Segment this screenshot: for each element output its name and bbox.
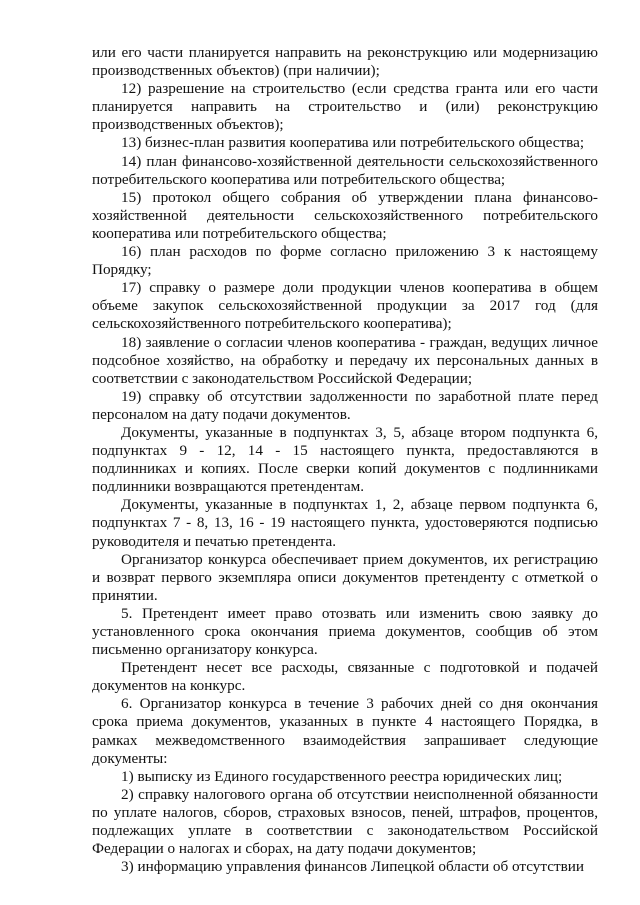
document-paragraph: 18) заявление о согласии членов кооператива - граждан, ведущих личное подсобное хозяйство, на обработку и передачу их персональных данных в соответствии с законодательством Российской Федерации; (92, 333, 598, 387)
document-paragraph: 14) план финансово-хозяйственной деятельности сельскохозяйственного потребительского кооператива или потребительского общества; (92, 152, 598, 188)
document-paragraph: или его части планируется направить на реконструкцию или модернизацию производственных объектов) (при наличии); (92, 44, 598, 80)
document-paragraph: Документы, указанные в подпунктах 3, 5, абзаце втором подпункта 6, подпунктах 9 - 12, 14 - 15 настоящего пункта, предоставляются в подлинниках и копиях. После сверки копий документов с подлинниками подлинники возвращаются претендентам. (92, 423, 598, 496)
document-paragraph: 1) выписку из Единого государственного реестра юридических лиц; (121, 767, 563, 785)
document-paragraph: 2) справку налогового органа об отсутствии неисполненной обязанности по уплате налогов, сборов, страховых взносов, пеней, штрафов, процентов, подлежащих уплате в соответствии с законодательством Российской Федерации о налогах и сборах, на дату подачи документов; (92, 785, 598, 858)
document-paragraph: 16) план расходов по форме согласно приложению 3 к настоящему Порядку; (92, 243, 598, 279)
document-paragraph: Документы, указанные в подпунктах 1, 2, абзаце первом подпункта 6, подпунктах 7 - 8, 13, 16 - 19 настоящего пункта, удостоверяются подписью руководителя и печатью претендента. (92, 496, 598, 550)
document-paragraph: 13) бизнес-план развития кооператива или потребительского общества; (121, 134, 585, 152)
document-paragraph: 6. Организатор конкурса в течение 3 рабочих дней со дня окончания срока приема документов, указанных в пункте 4 настоящего Порядка, в рамках межведомственного взаимодействия запрашивает следующие документы: (92, 695, 598, 767)
document-paragraph: 15) протокол общего собрания об утверждении плана финансово-хозяйственной деятельности сельскохозяйственного потребительского кооператива или потребительского общества; (92, 188, 598, 242)
document-paragraph: 17) справку о размере доли продукции членов кооператива в общем объеме закупок сельскохозяйственной продукции за 2017 год (для сельскохозяйственного потребительского кооператива); (92, 279, 598, 333)
document-body (92, 44, 598, 876)
document-paragraph: Организатор конкурса обеспечивает прием документов, их регистрацию и возврат первого экземпляра описи документов претенденту с отметкой о принятии. (92, 550, 598, 604)
document-paragraph: 12) разрешение на строительство (если средства гранта или его части планируется направить на строительство и (или) реконструкцию производственных объектов); (92, 80, 598, 134)
document-paragraph: 5. Претендент имеет право отозвать или изменить свою заявку до установленного срока окончания приема документов, сообщив об этом письменно организатору конкурса. (92, 604, 598, 659)
document-paragraph: Претендент несет все расходы, связанные с подготовкой и подачей документов на конкурс. (92, 659, 598, 695)
document-paragraph: 3) информацию управления финансов Липецкой области об отсутствии (121, 858, 585, 876)
document-paragraph: 19) справку об отсутствии задолженности по заработной плате перед персоналом на дату подачи документов. (92, 387, 598, 423)
